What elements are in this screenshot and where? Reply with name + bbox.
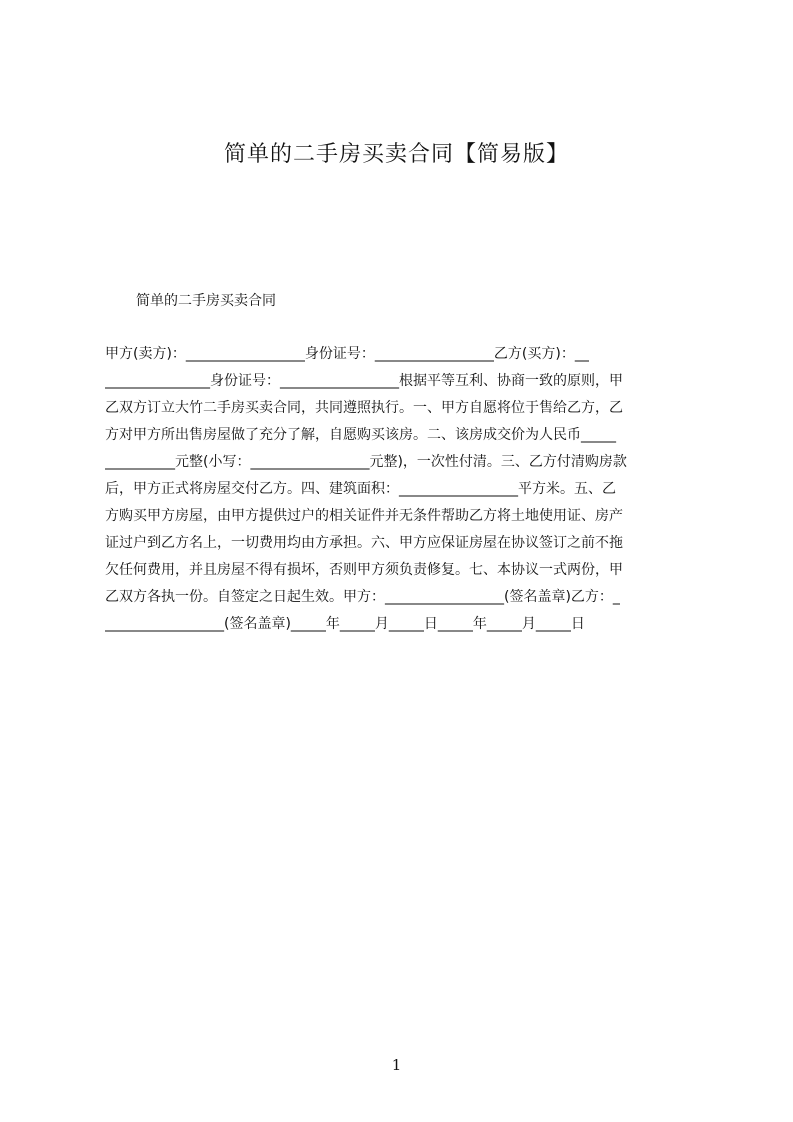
document-subtitle: 简单的二手房买卖合同 [136, 293, 276, 309]
body-line: 后，甲方正式将房屋交付乙方。四、建筑面积：_________________平方米。五、乙 [105, 481, 616, 497]
page-number: 1 [391, 1056, 402, 1074]
body-line: 乙双方订立大竹二手房买卖合同，共同遵照执行。一、甲方自愿将位于售给乙方，乙 [105, 400, 623, 416]
body-line: _______________身份证号：_________________根据平等互利、协商一致的原则，甲 [105, 373, 623, 389]
body-line: 欠任何费用，并且房屋不得有损坏，否则甲方须负责修复。七、本协议一式两份，甲 [105, 562, 623, 578]
body-line: 方对甲方所出售房屋做了充分了解，自愿购买该房。二、该房成交价为人民币_____ [105, 427, 616, 443]
body-line: 方购买甲方房屋，由甲方提供过户的相关证件并无条件帮助乙方将土地使用证、房产 [105, 508, 623, 524]
document-title: 简单的二手房买卖合同【简易版】 [223, 142, 569, 167]
body-line: 证过户到乙方名上，一切费用均由方承担。六、甲方应保证房屋在协议签订之前不拖 [105, 535, 623, 551]
body-line: _________________(签名盖章)_____年_____月_____日_____年_____月_____日 [105, 616, 585, 632]
body-line: __________元整(小写：_________________元整)，一次性付清。三、乙方付清购房款 [105, 454, 627, 470]
body-line: 乙双方各执一份。自签定之日起生效。甲方：_________________(签名盖章)乙方：_ [105, 589, 620, 605]
body-line: 甲方(卖方)：_________________身份证号：_________________乙方(买方)：__ [105, 346, 589, 362]
